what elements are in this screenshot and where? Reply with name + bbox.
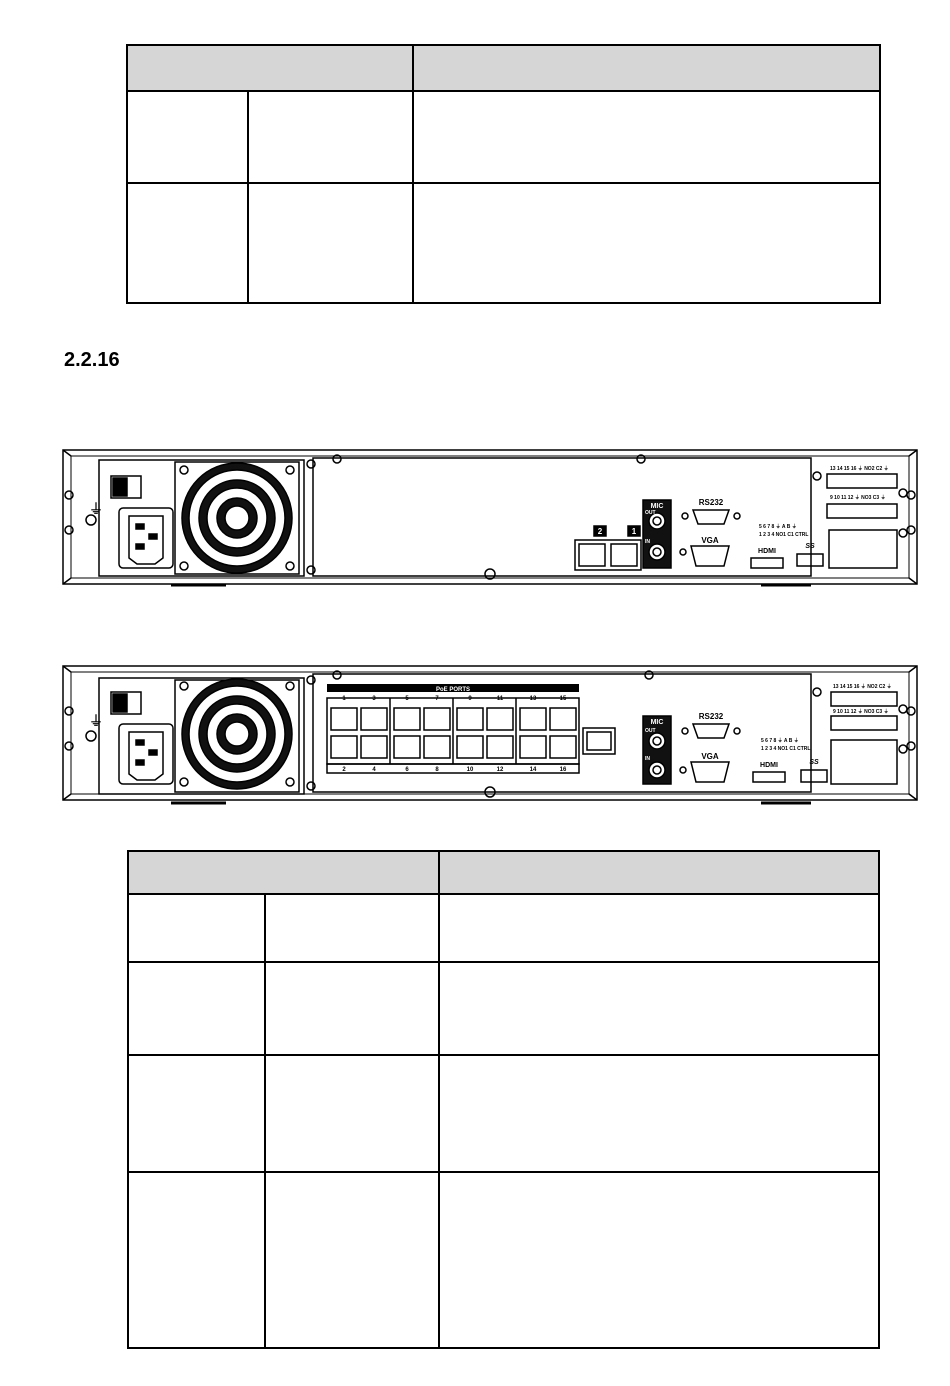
poe-top-label: 13: [529, 696, 537, 702]
hdmi-label: HDMI: [760, 762, 778, 769]
poe-bottom-label: 14: [529, 767, 537, 773]
poe-bottom-label: 6: [405, 767, 409, 773]
mic-in-label: IN: [645, 539, 650, 545]
poe-title: PoE PORTS: [435, 687, 471, 693]
header-cell: [439, 851, 879, 894]
poe-top-label: 15: [559, 696, 567, 702]
vga-label: VGA: [701, 536, 719, 545]
mic-label: MIC: [650, 503, 664, 510]
alarm-row-1: 13 14 15 16 ⏚ NO2 C2 ⏚: [830, 466, 889, 472]
rs232-label: RS232: [698, 712, 724, 721]
rs232-label: RS232: [698, 498, 724, 507]
lan-port-2-label: 2: [597, 527, 603, 536]
header-cell: [413, 45, 880, 91]
table-cell: [128, 1172, 265, 1348]
table-cell: [439, 962, 879, 1055]
alarm-row-3: 5 6 7 8 ⏚ A B ⏚: [761, 738, 799, 744]
table-cell: [439, 1055, 879, 1172]
table-cell: [265, 962, 439, 1055]
usb-label: SS: [809, 759, 819, 766]
mic-out-label: OUT: [645, 510, 656, 516]
poe-bottom-label: 8: [435, 767, 439, 773]
table-cell: [248, 183, 413, 303]
mic-label: MIC: [650, 719, 664, 726]
table-cell: [128, 894, 265, 962]
top-table: [126, 44, 881, 304]
rear-panel-diagram-b: [61, 664, 919, 808]
table-cell: [265, 1055, 439, 1172]
alarm-row-2: 9 10 11 12 ⏚ NO3 C3 ⏚: [833, 709, 889, 715]
poe-bottom-label: 10: [466, 767, 474, 773]
vga-label: VGA: [701, 752, 719, 761]
table-cell: [265, 1172, 439, 1348]
poe-top-label: 1: [342, 696, 346, 702]
mic-out-label: OUT: [645, 728, 656, 734]
poe-top-label: 7: [435, 696, 439, 702]
hdmi-label: HDMI: [758, 548, 776, 555]
poe-top-label: 9: [468, 696, 472, 702]
svg-text:⏚: ⏚: [89, 713, 103, 729]
table-cell: [265, 894, 439, 962]
table-cell: [127, 91, 248, 183]
alarm-row-2: 9 10 11 12 ⏚ NO3 C3 ⏚: [830, 495, 886, 501]
alarm-row-4: 1 2 3 4 NO1 C1 CTRL: [759, 532, 809, 538]
rear-panel-diagram-a: [61, 448, 919, 592]
svg-text:⏚: ⏚: [89, 501, 103, 517]
poe-bottom-label: 4: [372, 767, 376, 773]
table-cell: [128, 962, 265, 1055]
mic-in-label: IN: [645, 756, 650, 762]
poe-bottom-label: 16: [559, 767, 567, 773]
table-cell: [439, 894, 879, 962]
table-cell: [413, 91, 880, 183]
table-cell: [439, 1172, 879, 1348]
poe-bottom-label: 2: [342, 767, 346, 773]
table-cell: [248, 91, 413, 183]
lan-port-1-label: 1: [631, 527, 637, 536]
section-number: 2.2.16: [64, 349, 120, 371]
table-cell: [127, 183, 248, 303]
poe-bottom-label: 12: [496, 767, 504, 773]
alarm-row-4: 1 2 3 4 NO1 C1 CTRL: [761, 746, 811, 752]
header-cell: [128, 851, 439, 894]
header-cell: [127, 45, 413, 91]
table-cell: [413, 183, 880, 303]
alarm-row-1: 13 14 15 16 ⏚ NO2 C2 ⏚: [833, 684, 892, 690]
poe-top-label: 11: [496, 696, 504, 702]
poe-top-label: 5: [405, 696, 409, 702]
table-cell: [128, 1055, 265, 1172]
usb-label: SS: [805, 543, 815, 550]
bottom-table: [127, 850, 880, 1349]
alarm-row-3: 5 6 7 8 ⏚ A B ⏚: [759, 524, 797, 530]
poe-top-label: 3: [372, 696, 376, 702]
